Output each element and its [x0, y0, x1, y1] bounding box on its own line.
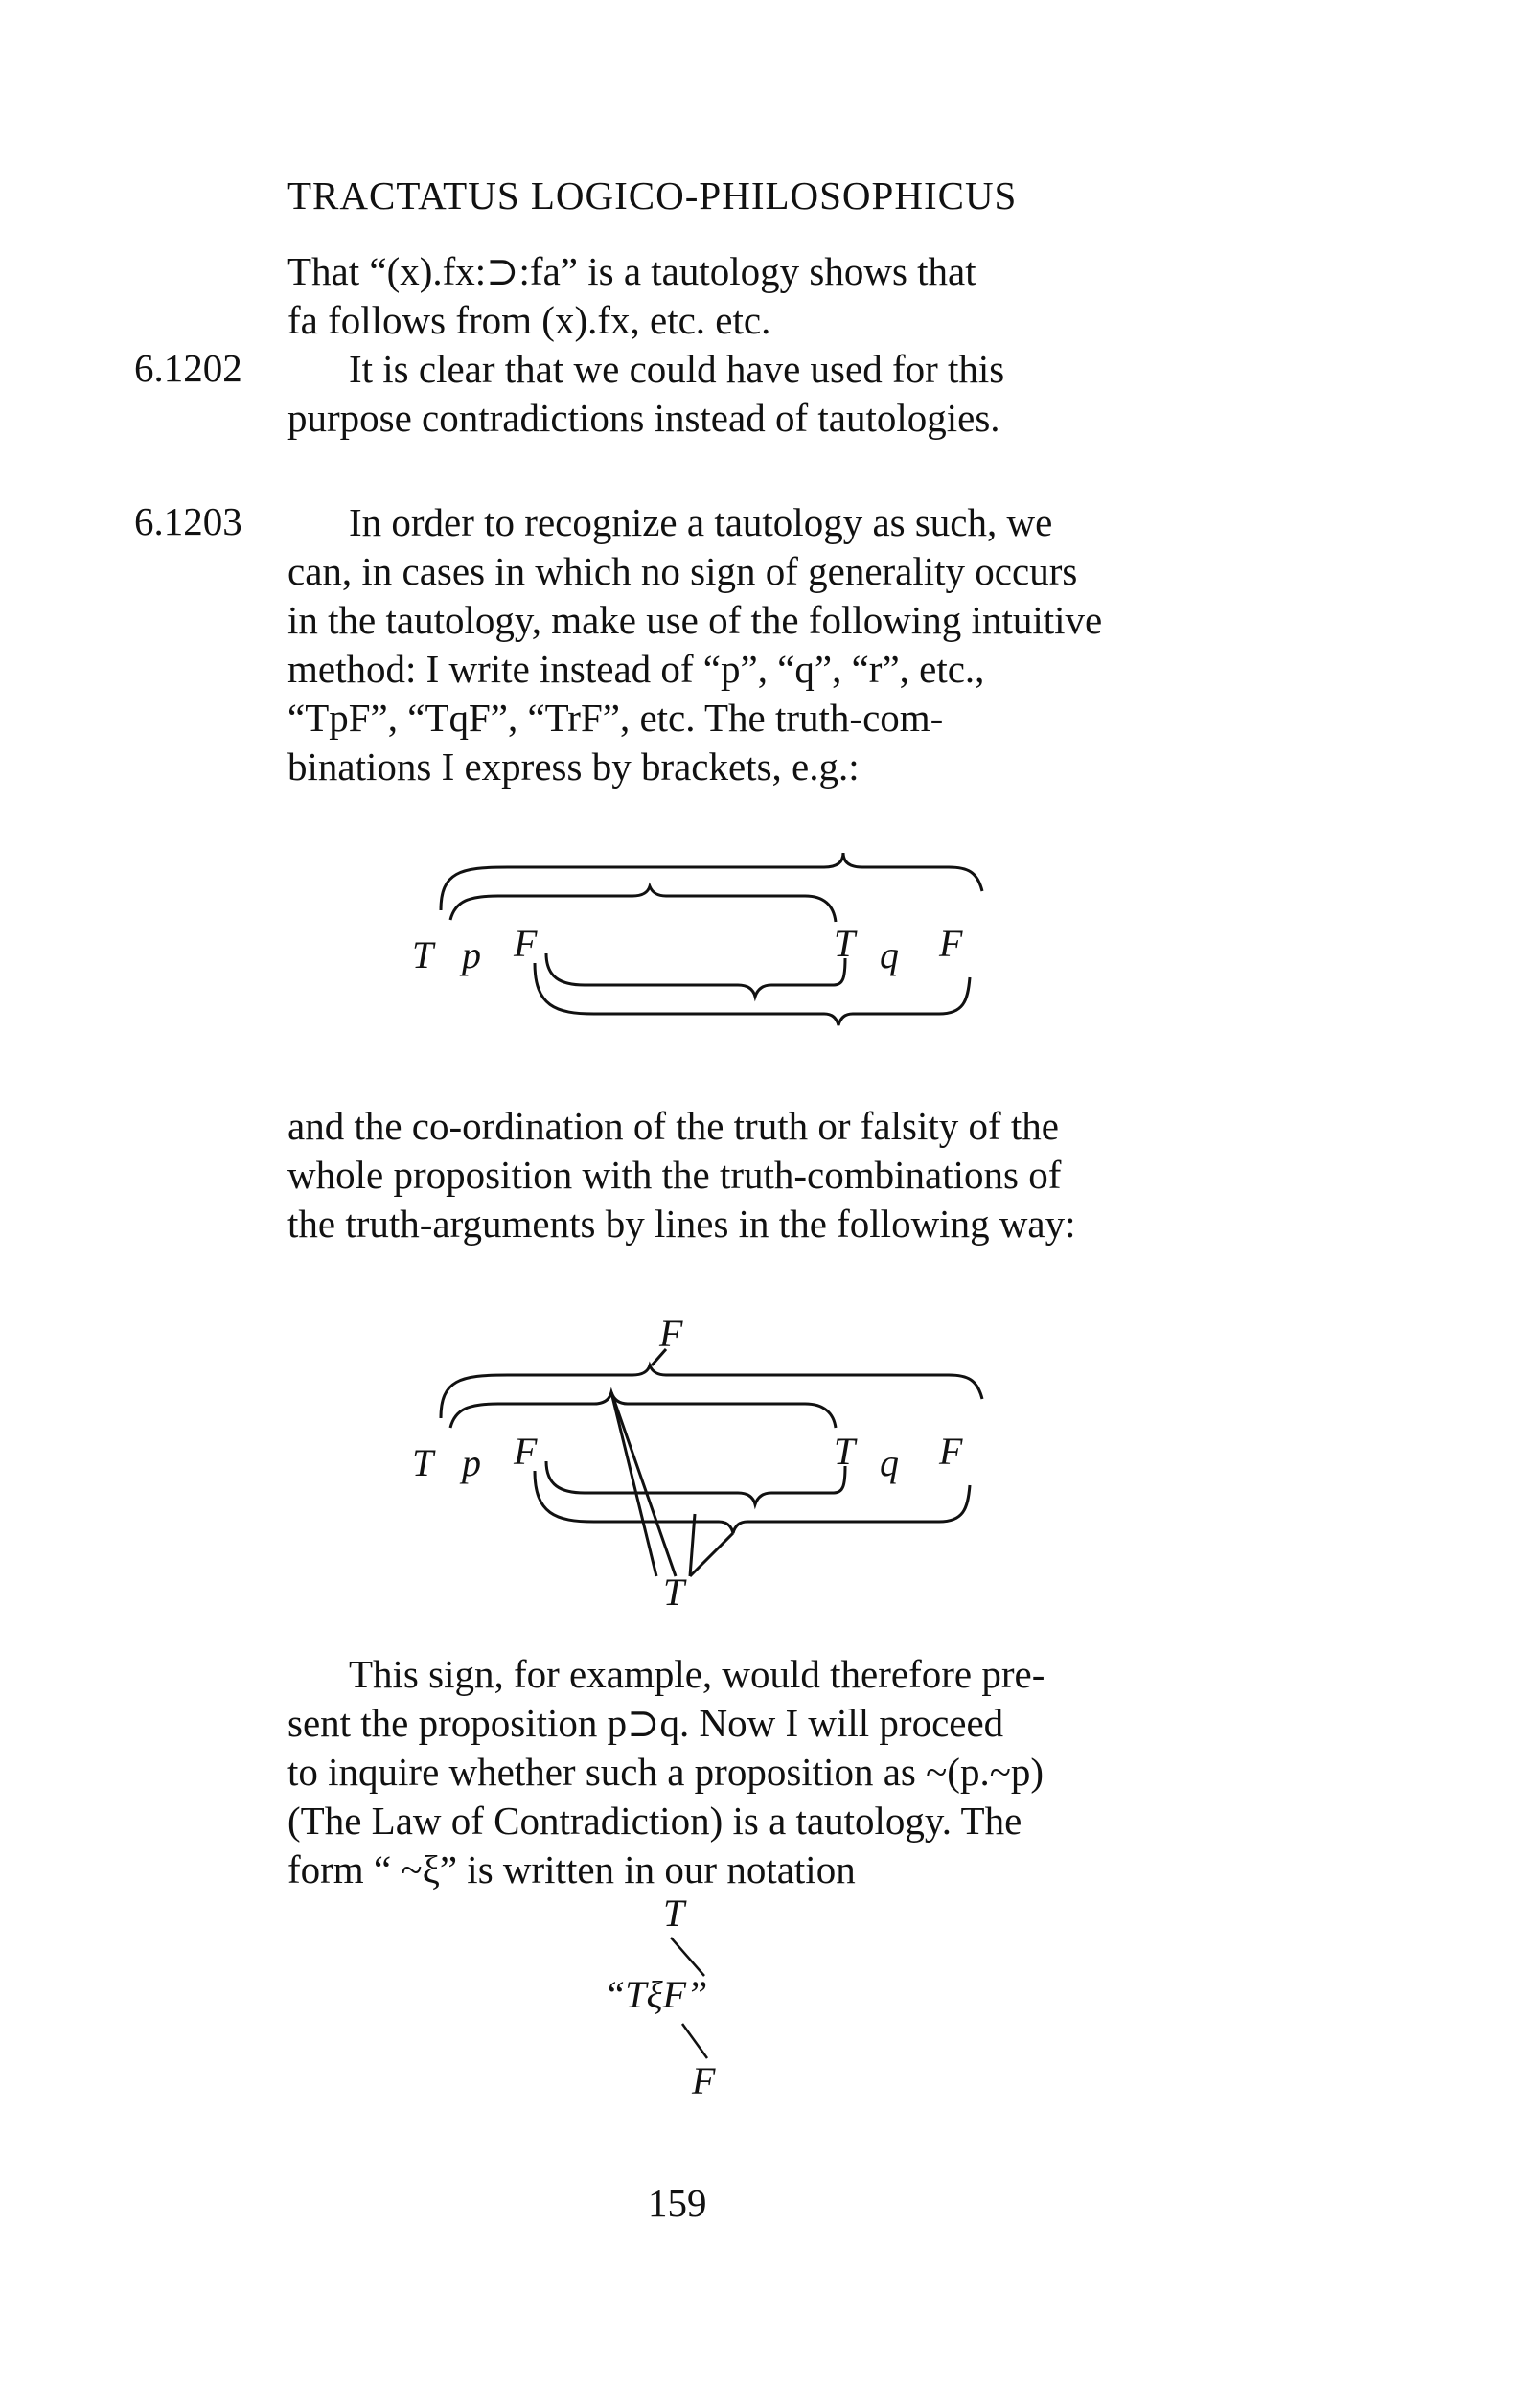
text-line: This sign, for example, would therefore pre-: [349, 1652, 1045, 1696]
text-line: and the co-ordination of the truth or falsity of the: [287, 1104, 1059, 1148]
text-line: sent the proposition p⊃q. Now I will proceed: [287, 1701, 1004, 1745]
inner-bottom-bracket: [546, 953, 845, 997]
page-number: 159: [648, 2181, 707, 2225]
text-line: fa follows from (x).fx, etc. etc.: [287, 298, 771, 342]
outer-top-bracket: [441, 1365, 982, 1418]
label-F: F: [939, 922, 963, 965]
paragraph-tautology-shows: [287, 247, 1246, 345]
text-line: “TpF”, “TqF”, “TrF”, etc. The truth-com-: [287, 696, 944, 740]
text-line: can, in cases in which no sign of generality occurs: [287, 549, 1078, 593]
inner-top-bracket: [450, 1392, 836, 1428]
truth-line: [690, 1533, 733, 1576]
outer-bottom-bracket: [535, 1471, 970, 1533]
label-F: F: [659, 1312, 683, 1355]
label-T: T: [663, 1892, 685, 1935]
paragraph-6-1203: [287, 498, 1246, 791]
label-T: T: [834, 922, 856, 965]
bracket-diagram-2: [402, 1294, 1016, 1610]
label-F: F: [514, 922, 538, 965]
label-F: F: [939, 1430, 963, 1473]
text-line: In order to recognize a tautology as such, we: [349, 500, 1053, 544]
label-T: T: [412, 1441, 434, 1484]
running-header: TRACTATUS LOGICO-PHILOSOPHICUS: [287, 173, 1018, 218]
text-line: in the tautology, make use of the following intuitive: [287, 598, 1103, 642]
paragraph-co-ordination: [287, 1102, 1246, 1249]
label-T: T: [412, 933, 434, 976]
text-line: to inquire whether such a proposition as ~(p.~p): [287, 1750, 1045, 1794]
label-q: q: [880, 933, 899, 976]
text-line: form “ ~ξ” is written in our notation: [287, 1847, 856, 1892]
bracket-diagram-1: [402, 834, 1016, 1064]
text-line: purpose contradictions instead of tautologies.: [287, 396, 1000, 440]
text-line: the truth-arguments by lines in the following way:: [287, 1202, 1076, 1246]
connector-line: [671, 1938, 704, 1976]
text-line: (The Law of Contradiction) is a tautology. The: [287, 1799, 1022, 1843]
text-line: It is clear that we could have used for this: [349, 347, 1005, 391]
text-line: whole proposition with the truth-combinations of: [287, 1153, 1062, 1197]
connector-line: [682, 2024, 707, 2058]
section-number-6-1202: 6.1202: [134, 346, 242, 390]
label-F: F: [514, 1430, 538, 1473]
outer-bottom-bracket: [535, 963, 970, 1025]
text-line: That “(x).fx:⊃:fa” is a tautology shows that: [287, 249, 976, 293]
truth-line: [611, 1392, 676, 1576]
label-TxiF: “TξF”: [604, 1973, 708, 2016]
truth-line: [690, 1514, 695, 1576]
inner-bottom-bracket: [546, 1461, 845, 1504]
label-q: q: [880, 1441, 899, 1484]
truth-line: [611, 1392, 656, 1576]
notation-diagram: [575, 1888, 805, 2137]
text-line: method: I write instead of “p”, “q”, “r”, etc.,: [287, 647, 985, 691]
label-p: p: [462, 1441, 481, 1484]
paragraph-this-sign: [287, 1650, 1246, 1894]
outer-top-bracket: [441, 853, 982, 910]
label-F: F: [692, 2059, 716, 2102]
label-p: p: [462, 933, 481, 976]
text-line: binations I express by brackets, e.g.:: [287, 745, 860, 789]
inner-top-bracket: [450, 886, 836, 922]
label-T: T: [663, 1571, 685, 1610]
section-number-6-1203: 6.1203: [134, 499, 242, 543]
label-T: T: [834, 1430, 856, 1473]
paragraph-6-1202: [287, 345, 1246, 443]
